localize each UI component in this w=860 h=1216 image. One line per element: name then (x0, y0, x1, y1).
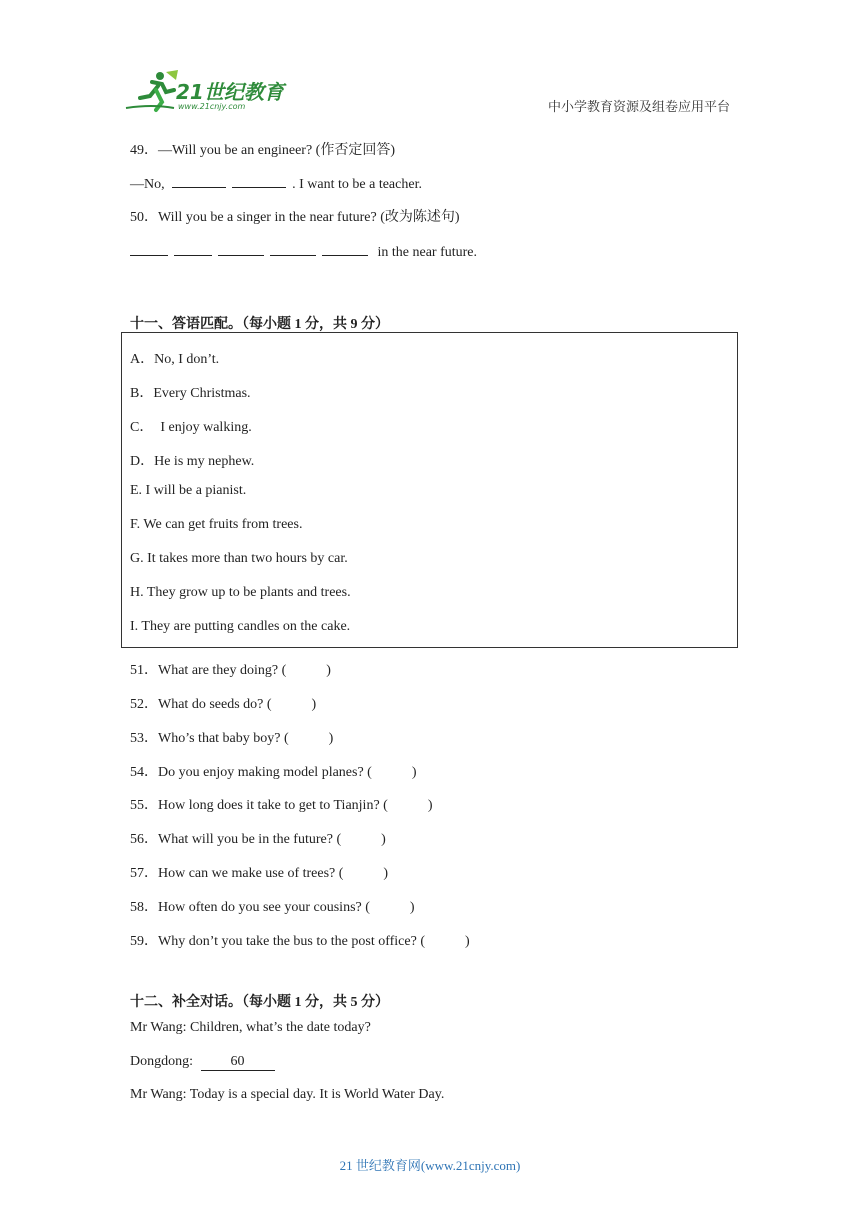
option-c: C． I enjoy walking. (130, 420, 252, 435)
footer-link[interactable]: 21 世纪教育网(www.21cnjy.com) (339, 1158, 521, 1173)
option-i: I. They are putting candles on the cake. (130, 619, 351, 634)
question-56: 56．What will you be in the future? ( ) (130, 832, 386, 847)
option-f: F. We can get fruits from trees. (130, 517, 303, 532)
answer-blank[interactable] (174, 241, 212, 256)
question-49: 49．—Will you be an engineer? (作否定回答) (130, 143, 395, 158)
question-55: 55．How long does it take to get to Tianjin? ( ) (130, 798, 433, 813)
option-h: H. They grow up to be plants and trees. (130, 585, 351, 600)
answer-49-suffix: . I want to be a teacher. (292, 177, 422, 192)
site-logo (122, 68, 292, 116)
answer-50-suffix: in the near future. (377, 245, 478, 260)
question-59: 59．Why don’t you take the bus to the post office? ( ) (130, 934, 470, 949)
option-g: G. It takes more than two hours by car. (130, 551, 348, 566)
dialogue-line-2 (130, 1054, 275, 1071)
question-54: 54．Do you enjoy making model planes? ( ) (130, 765, 417, 780)
answer-49 (130, 173, 422, 193)
question-57: 57．How can we make use of trees? ( ) (130, 866, 389, 881)
answer-blank[interactable] (130, 241, 168, 256)
answer-blank-60[interactable]: 60 (201, 1054, 275, 1071)
section-11-title: 十一、答语匹配。（每小题 1 分，共 9 分） (130, 317, 389, 332)
answer-blank[interactable] (172, 173, 226, 188)
dialogue-line-1: Mr Wang: Children, what’s the date today? (130, 1020, 371, 1035)
answer-50 (130, 241, 477, 261)
question-52: 52．What do seeds do? ( ) (130, 697, 317, 712)
question-58: 58．How often do you see your cousins? ( ) (130, 900, 415, 915)
dialogue-line-3: Mr Wang: Today is a special day. It is World Water Day. (130, 1087, 445, 1102)
option-d: D．He is my nephew. (130, 454, 255, 469)
speaker-dongdong: Dongdong: (130, 1054, 193, 1069)
platform-name: 中小学教育资源及组卷应用平台 (547, 99, 730, 114)
logo-text: 21世纪教育 (176, 80, 284, 104)
question-51: 51．What are they doing? ( ) (130, 663, 331, 678)
section-12-title: 十二、补全对话。（每小题 1 分，共 5 分） (130, 995, 389, 1010)
answer-blank[interactable] (270, 241, 316, 256)
answer-blank[interactable] (218, 241, 264, 256)
question-53: 53．Who’s that baby boy? ( ) (130, 731, 334, 746)
option-b: B．Every Christmas. (130, 386, 251, 401)
option-a: A．No, I don’t. (130, 352, 220, 367)
option-e: E. I will be a pianist. (130, 483, 247, 498)
answer-49-prefix: —No, (130, 177, 165, 192)
answer-blank[interactable] (322, 241, 368, 256)
answer-blank[interactable] (232, 173, 286, 188)
logo-url: www.21cnjy.com (178, 102, 246, 111)
question-50: 50．Will you be a singer in the near future? (改为陈述句) (130, 210, 460, 225)
